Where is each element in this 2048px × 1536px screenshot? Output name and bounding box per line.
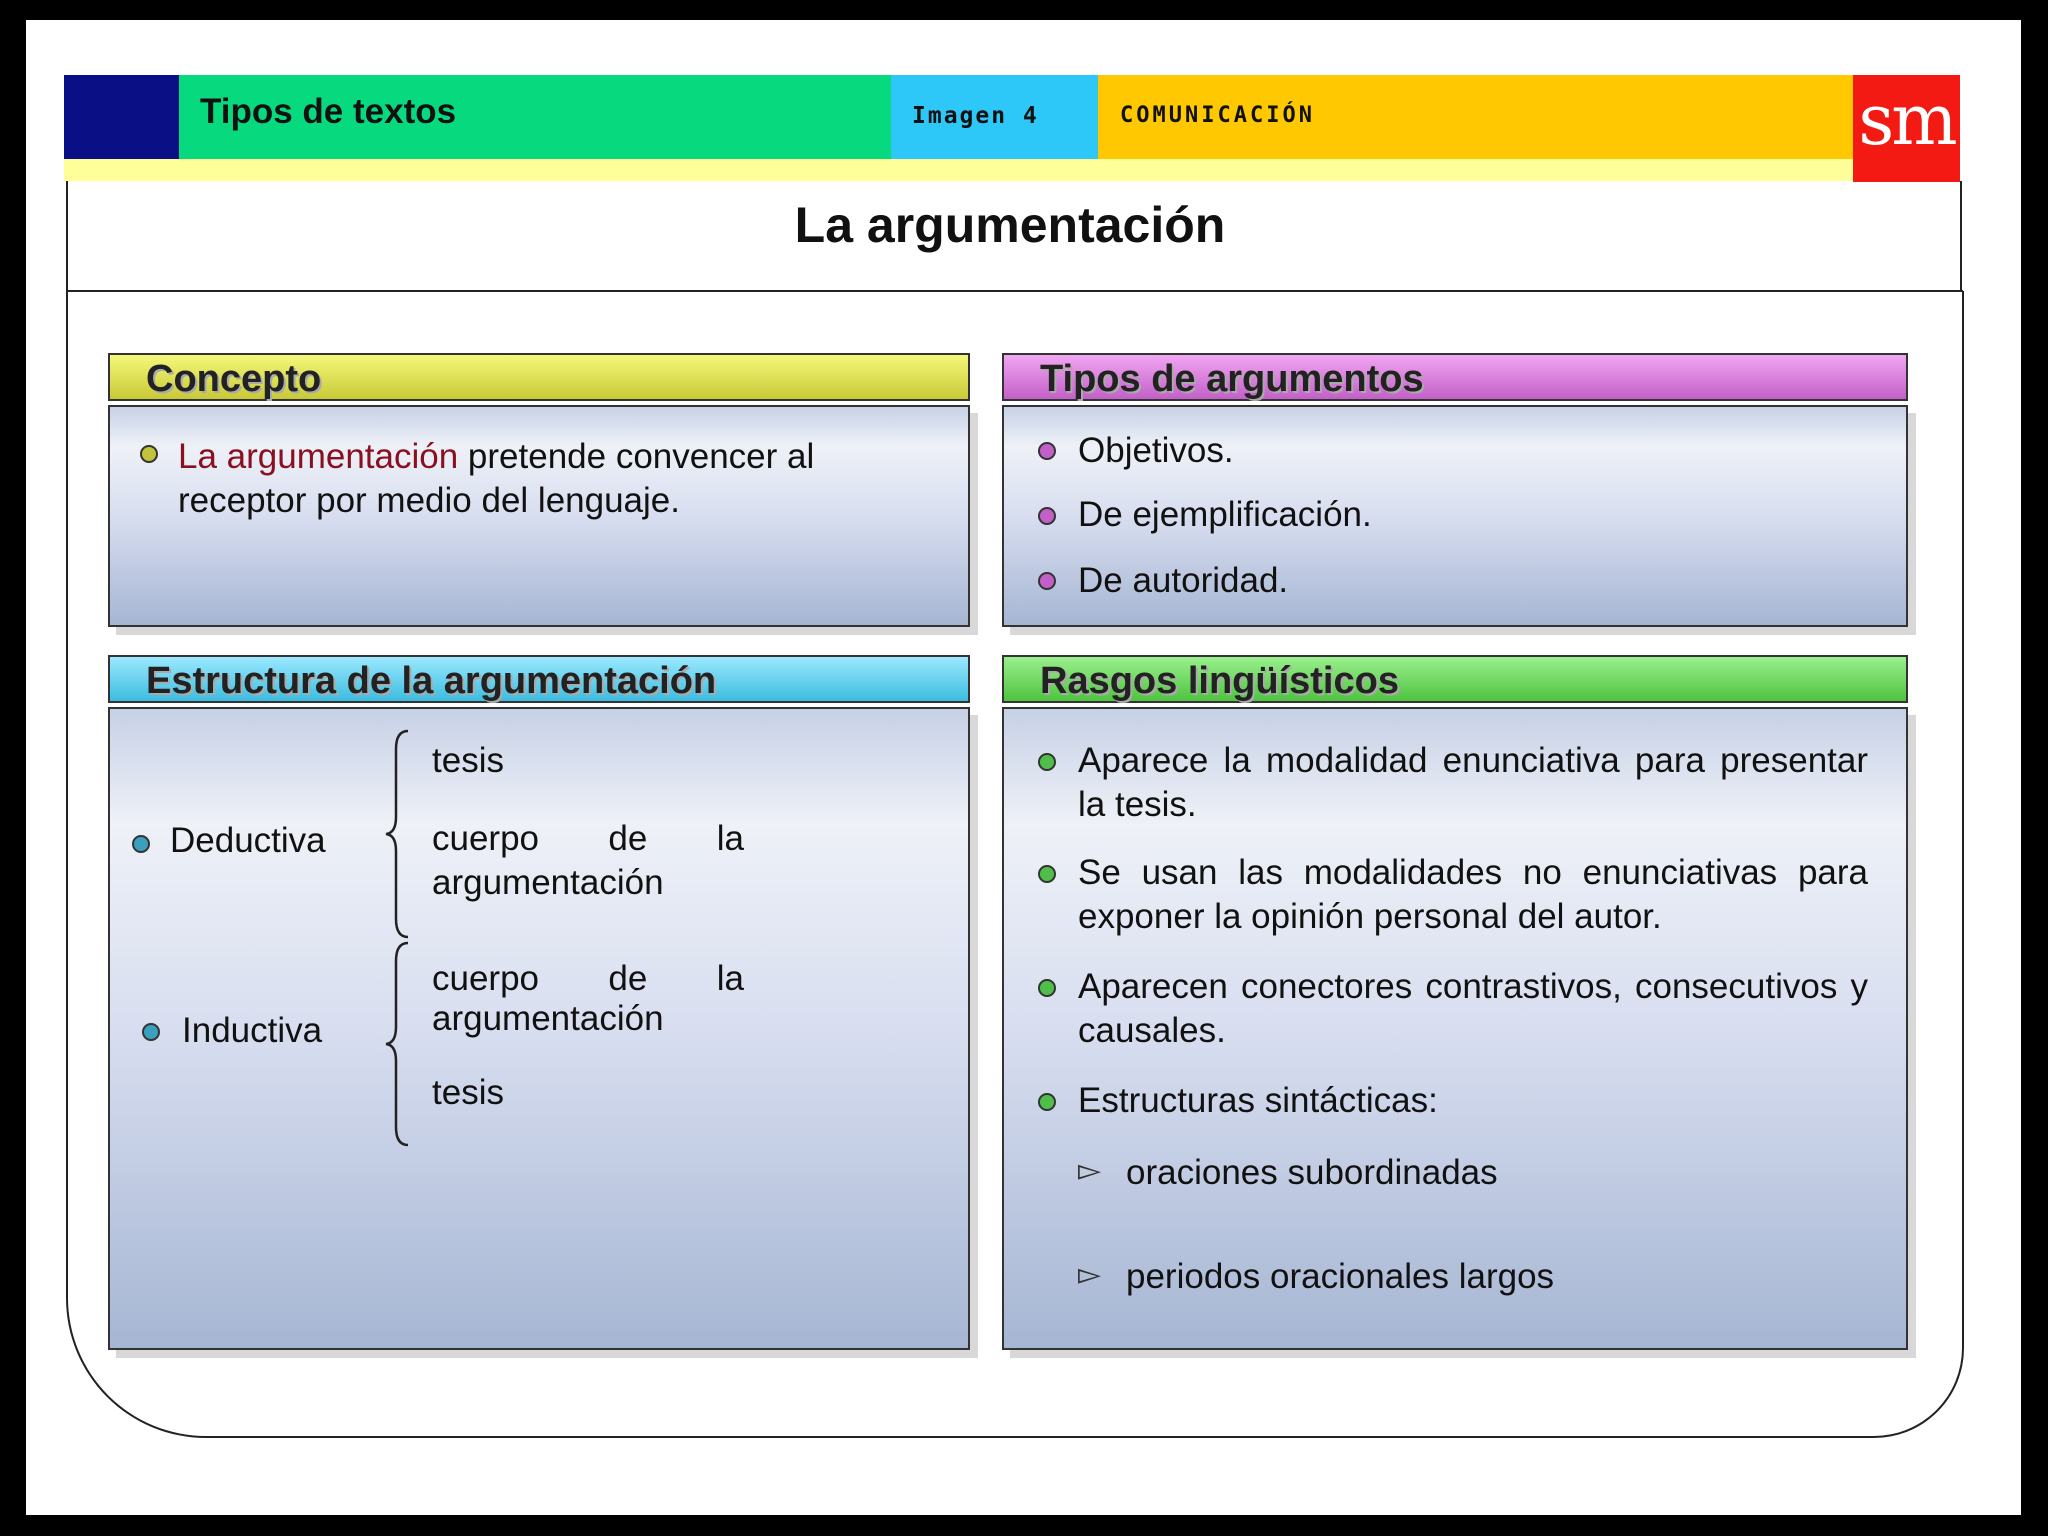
tipos-item: De ejemplificación.: [1078, 495, 1372, 534]
inductiva-cuerpo-line1: cuerpo de la: [432, 959, 744, 998]
panel-concepto-header: [108, 353, 970, 401]
bullet-icon: [142, 1023, 160, 1041]
rasgos-item: Se usan las modalidades no enunciativas para exponer la opinión personal del autor.: [1078, 853, 1868, 936]
arrow-icon: ▻: [1078, 1258, 1102, 1291]
panel-tipos-body: [1002, 405, 1908, 627]
bullet-icon: [1038, 1093, 1056, 1111]
page-title: La argumentación: [794, 197, 1226, 253]
panel-tipos-title: Tipos de argumentos: [1040, 358, 1424, 400]
panel-rasgos-title: Rasgos lingüísticos: [1040, 660, 1399, 702]
brace-icon: [382, 941, 412, 1147]
concepto-line-2: receptor por medio del lenguaje.: [178, 481, 680, 520]
inductiva-cuerpo-line2: argumentación: [432, 999, 664, 1038]
panel-rasgos: [1002, 655, 1908, 1350]
deductiva-label: Deductiva: [170, 821, 326, 860]
bullet-icon: [1038, 507, 1056, 525]
panel-concepto: [108, 353, 970, 627]
concepto-highlight: La argumentación: [178, 437, 459, 476]
header-image-label: Imagen 4: [912, 103, 1039, 129]
inductiva-label: Inductiva: [182, 1011, 323, 1050]
tipos-item: Objetivos.: [1078, 431, 1234, 470]
panel-estructura-header: [108, 655, 970, 703]
bullet-icon: [132, 835, 150, 853]
inductiva-item-cuerpo: [432, 957, 744, 1041]
deductiva-item-tesis: tesis: [432, 741, 504, 780]
arrow-icon: ▻: [1078, 1154, 1102, 1187]
rasgos-item: Aparecen conectores contrastivos, consecutivos y causales.: [1078, 967, 1868, 1050]
bullet-icon: [1038, 572, 1056, 590]
bullet-icon: [1038, 979, 1056, 997]
panel-estructura-body: [108, 707, 970, 1350]
bullet-icon: [1038, 753, 1056, 771]
brace-icon: [382, 729, 412, 939]
bullet-icon: [140, 445, 158, 463]
deductiva-cuerpo-line1: cuerpo de la: [432, 819, 744, 858]
panel-concepto-body: [108, 405, 970, 627]
header-section-title: Tipos de textos: [200, 92, 457, 131]
header-underline: [64, 159, 1853, 181]
panel-rasgos-body: [1002, 707, 1908, 1350]
rasgos-item: Aparece la modalidad enunciativa para presentar la tesis.: [1078, 741, 1868, 824]
rasgos-subitem: oraciones subordinadas: [1126, 1153, 1498, 1192]
panel-concepto-title: Concepto: [146, 358, 322, 400]
panel-tipos-header: [1002, 353, 1908, 401]
tipos-item: De autoridad.: [1078, 561, 1289, 600]
header-navy-block: [64, 75, 179, 159]
deductiva-cuerpo-line2: argumentación: [432, 863, 664, 902]
concepto-line-1: [178, 435, 814, 479]
bullet-icon: [1038, 442, 1056, 460]
deductiva-item-cuerpo: [432, 817, 744, 905]
sm-logo: sm: [1858, 79, 1955, 161]
rasgos-subitem: periodos oracionales largos: [1126, 1257, 1555, 1296]
header-subject: COMUNICACIÓN: [1120, 103, 1315, 128]
inductiva-item-tesis: tesis: [432, 1073, 504, 1112]
panel-estructura-title: Estructura de la argumentación: [146, 660, 717, 702]
bullet-icon: [1038, 865, 1056, 883]
panel-rasgos-header: [1002, 655, 1908, 703]
panel-estructura: [108, 655, 970, 1350]
concepto-text-rest: pretende convencer al: [458, 437, 815, 476]
rasgos-item: Estructuras sintácticas:: [1078, 1081, 1438, 1120]
panel-tipos: [1002, 353, 1908, 627]
